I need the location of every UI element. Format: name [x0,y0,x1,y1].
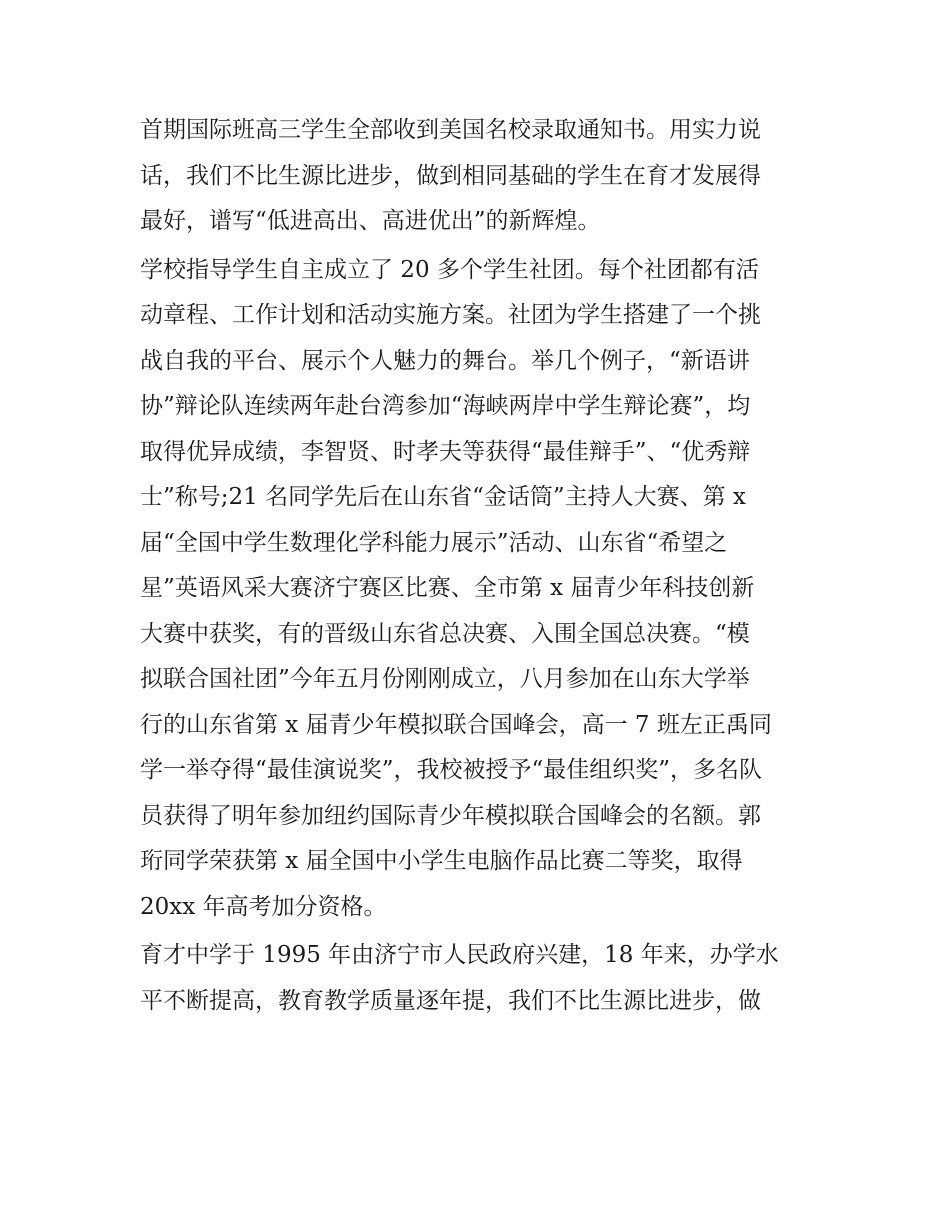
text-line: 话，我们不比生源比进步，做到相同基础的学生在育才发展得 [140,162,761,189]
text-line: 平不断提高，教育教学质量逐年提，我们不比生源比进步，做 [140,987,761,1014]
text-line: 动章程、工作计划和活动实施方案。社团为学生搭建了一个挑 [140,302,761,328]
text-line: 员获得了明年参加纽约国际青少年模拟联合国峰会的名额。郭 [140,802,761,829]
text-line: 战自我的平台、展示个人魅力的舞台。举几个例子，“新语讲 [140,347,750,374]
text-line: 20xx 年高考加分资格。 [140,893,387,920]
text-line: 珩同学荣获第 x 届全国中小学生电脑作品比赛二等奖，取得 [140,848,743,874]
text-line: 行的山东省第 x 届青少年模拟联合国峰会，高一 7 班左正禹同 [140,711,772,738]
text-line: 星”英语风采大赛济宁赛区比赛、全市第 x 届青少年科技创新 [140,575,755,601]
text-line: 拟联合国社团”今年五月份刚刚成立，八月参加在山东大学举 [140,666,750,692]
text-line: 取得优异成绩，李智贤、时孝夫等获得“最佳辩手”、“优秀辩 [140,438,751,465]
text-line: 学一举夺得“最佳演说奖”，我校被授予“最佳组织奖”，多名队 [140,757,763,783]
text-line: 学校指导学生自主成立了 20 多个学生社团。每个社团都有活 [140,256,759,283]
text-line: 届“全国中学生数理化学科能力展示”活动、山东省“希望之 [140,529,728,556]
text-line: 大赛中获奖，有的晋级山东省总决赛、入围全国总决赛。“模 [140,620,750,647]
text-line: 育才中学于 1995 年由济宁市人民政府兴建，18 年来，办学水 [140,942,779,968]
text-line: 士”称号;21 名同学先后在山东省“金话筒”主持人大赛、第 x [140,484,746,510]
document-body [140,108,840,1024]
text-line: 最好，谱写“低进高出、高进优出”的新辉煌。 [140,208,601,234]
text-line: 首期国际班高三学生全部收到美国名校录取通知书。用实力说 [140,117,761,143]
text-line: 协”辩论队连续两年赴台湾参加“海峡两岸中学生辩论赛”，均 [140,393,751,419]
